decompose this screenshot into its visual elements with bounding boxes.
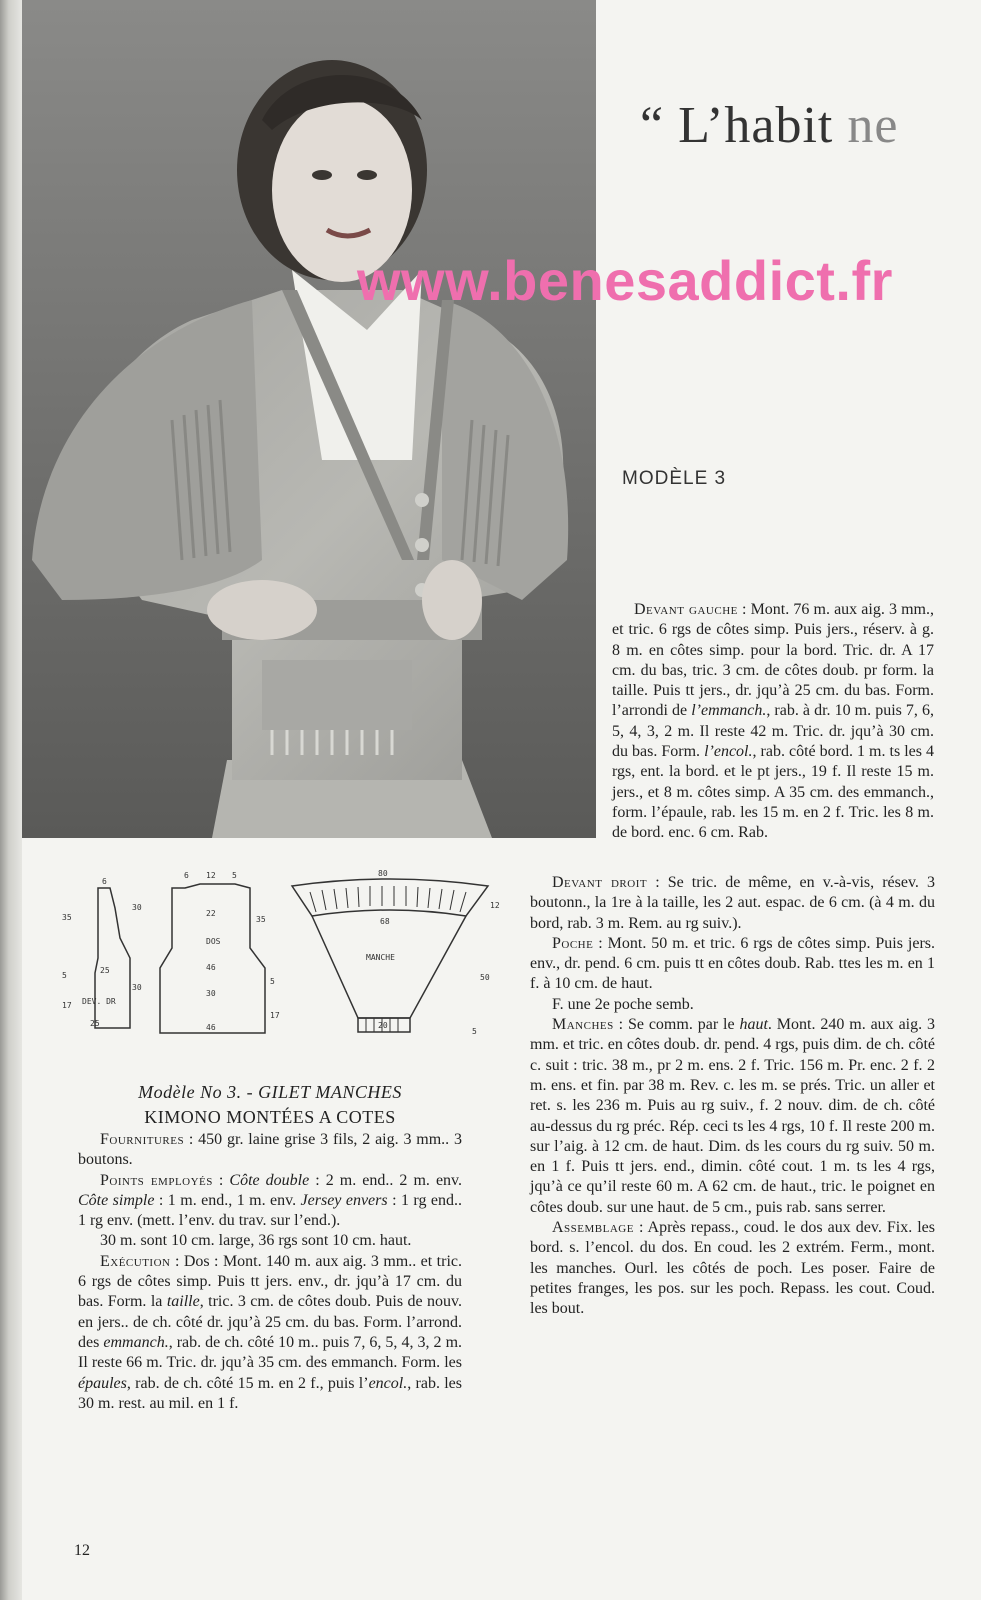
title-main: “ L’habit	[640, 97, 848, 154]
pattern-schematics	[60, 869, 520, 1068]
devant-label: 17	[62, 1001, 72, 1010]
execution-text: : Dos : Mont. 140 m. aux aig. 3 mm.. et tric. 6 rgs de côtes simp. Puis tt jers. env., dr. jqu’à 17 cm. du bas. Form. la	[78, 1252, 462, 1311]
dos-label: 6	[184, 871, 189, 880]
manches-text: : Se comm. par le	[613, 1016, 740, 1034]
devant-droit-text: : Se tric. de même, en v.-à-vis, résev. 3 boutonn., la 1re à la taille, les 2 aut. espac. de 6 cm. (à 4 m. du bord, rab. 3 m. Rem. au rg suiv.).	[530, 874, 936, 932]
devant-label: 25	[90, 1019, 100, 1028]
devant-label: 30	[132, 983, 142, 992]
pattern-diagrams	[60, 869, 520, 1068]
points-text: : 1 m. end., 1 m. env.	[154, 1191, 301, 1209]
devant-gauche-text: , rab. à dr. 10 m. puis 7, 6, 5, 4, 3, 2 m. Il reste 42 m. Tric. dr. jqu’à 30 cm. du bas. Form.	[612, 702, 935, 761]
watermark: www.benesaddict.fr	[357, 249, 893, 312]
model-photo-illustration	[22, 0, 596, 838]
dos-label: 46	[206, 1023, 216, 1032]
caption-line-2: KIMONO MONTÉES A COTES	[144, 1107, 396, 1127]
execution-term: taille	[166, 1293, 200, 1311]
dos-label: 30	[206, 989, 216, 998]
assemblage-text: : Après repass., coud. le dos aux dev. Fix. les bord. s. l’encol. du dos. En coud. les 2 extrém. Ferm., mont. les manches. Ourl. les côtés de poch. Les poser. Faire de petites franges, les pos. sur les poch. Repass. les cout. Coud. les bout.	[530, 1219, 935, 1318]
poche-text: : Mont. 50 m. et tric. 6 rgs de côtes simp. Puis jers. env., dr. pend. 6 cm. puis tt en côtes doub. Rab. ttes les m. en 1 f. à 10 cm. de haut.	[530, 934, 935, 993]
points-text: :	[212, 1171, 230, 1189]
page-number: 12	[74, 1542, 90, 1559]
dos-label: 46	[206, 963, 216, 972]
devant-label: 6	[102, 877, 107, 886]
points-term: Côte double	[229, 1171, 310, 1189]
model-caption	[78, 1080, 462, 1130]
title-fade: ne	[847, 97, 899, 154]
model-photo	[22, 0, 596, 838]
devant-gauche-text: , rab. côté bord. 1 m. ts les 4 rgs, ent. la bord. et le pt jers., 19 f. Il reste 15 m. jers., et 8 m. côtes simp. A 35 cm. des emmanch., form. l’épaule, rab. les 15 m. en 2 f. Tric. les 8 m. de bord. enc. 6 cm. Rab.	[612, 743, 935, 842]
dos-diagram	[160, 884, 265, 1033]
execution-heading: Exécution	[100, 1252, 171, 1270]
devant-label: DEV. DR	[82, 997, 116, 1006]
dos-label: 12	[206, 871, 216, 880]
devant-gauche-heading: Devant gauche	[634, 601, 738, 618]
manche-label: 20	[378, 1021, 388, 1030]
poche-2-paragraph: F. une 2e poche semb.	[552, 995, 694, 1013]
poche-heading: Poche	[552, 934, 594, 952]
execution-text: , tric. 3 cm. de côtes doub. Puis de nouv. en jers.. de ch. côté dr. jqu’à 25 cm. du bas. Form. l’arrond. des	[78, 1293, 463, 1351]
points-term: Côte simple	[78, 1191, 155, 1209]
manche-label: 80	[378, 869, 388, 878]
devant-label: 25	[100, 966, 110, 975]
dos-label: 5	[232, 871, 237, 880]
devant-droit-paragraph	[530, 873, 935, 934]
manche-label: MANCHE	[366, 953, 395, 962]
execution-text: , rab. de ch. côté 15 m. en 2 f., puis l’	[126, 1374, 369, 1392]
devant-diagram	[95, 888, 130, 1028]
manche-label: 68	[380, 917, 390, 926]
execution-text: , rab. les 30 m. rest. au mil. en 1 f.	[78, 1374, 462, 1412]
devant-droit-heading: Devant droit	[552, 874, 648, 891]
execution-text: , rab. de ch. côté 10 m.. puis 7, 6, 5, 4, 3, 2 m. Il reste 66 m. Tric. dr. jqu’à 35 cm. des emmanch. Form. les	[78, 1333, 463, 1372]
dos-label: DOS	[206, 937, 221, 946]
devant-gauche-term: l’emmanch.	[691, 702, 767, 720]
devant-label: 30	[132, 903, 142, 912]
book-gutter	[0, 0, 22, 1600]
dos-label: 22	[206, 909, 216, 918]
manches-term: haut	[739, 1016, 768, 1034]
points-heading: Points employés	[100, 1171, 213, 1189]
manches-text: . Mont. 240 m. aux aig. 3 mm. et tric. en côtes doub. dr. pend. 4 rgs, puis dim. de ch. côté c. suit : tric. 38 m., pr 2 m. ens. 2 f. Tric. 156 m. Pr. enc. 2 f. 2 m. ens. et fin. par 38 m. Rev. c. les m. se prés. Tric. un aller et ret. s. les 236 m. Puis au rg suiv., f. 2 nouv. dim. de ch. côté au-dessus du rg préc. Rép. ceci ts les 4 rgs, 10 f. Il reste 200 m. sur l’aig. à 12 cm. de haut. Dim. ds les cours du rg suiv. 50 m. en 1 f. Puis tt jers. end., dimin. côté cout. 1 m. ts les 4 rgs, jqu’à ce qu’il reste 60 m. A 62 cm. de haut., tric. le poignet en côtes doub. sur une haut. de 5 cm., puis rab. sans serrer.	[530, 1016, 936, 1216]
execution-paragraph	[78, 1252, 462, 1414]
fournitures-paragraph	[78, 1130, 462, 1171]
execution-term: épaules	[78, 1374, 127, 1392]
manche-label: 50	[480, 973, 490, 982]
poche-paragraph	[530, 934, 935, 995]
gauge-paragraph: 30 m. sont 10 cm. large, 36 rgs sont 10 cm. haut.	[100, 1232, 412, 1250]
manches-paragraph	[530, 1015, 935, 1218]
assemblage-heading: Assemblage	[552, 1219, 634, 1237]
points-text: : 1 rg end.. 1 rg env. (mett. l’env. du trav. sur l’end.).	[78, 1191, 463, 1230]
dos-label: 35	[256, 915, 266, 924]
points-term: Jersey envers	[300, 1191, 388, 1209]
manches-heading: Manches	[552, 1016, 614, 1034]
fournitures-heading: Fournitures	[100, 1131, 185, 1148]
points-paragraph	[78, 1171, 462, 1232]
execution-term: encol.	[368, 1374, 408, 1392]
manche-label: 5	[472, 1027, 477, 1036]
model-label: MODÈLE 3	[622, 468, 727, 489]
points-text: : 2 m. end.. 2 m. env.	[309, 1171, 463, 1189]
right-column-top	[612, 600, 934, 844]
assemblage-paragraph	[530, 1218, 935, 1319]
fournitures-text: : 450 gr. laine grise 3 fils, 2 aig. 3 mm.. 3 boutons.	[78, 1131, 462, 1169]
devant-gauche-term: l’encol.	[704, 743, 753, 761]
devant-label: 5	[62, 971, 67, 980]
execution-term: emmanch.	[103, 1333, 169, 1351]
page-title	[640, 96, 898, 155]
dos-label: 17	[270, 1011, 280, 1020]
manche-label: 12	[490, 901, 500, 910]
caption-line-1: Modèle No 3. - GILET MANCHES	[138, 1082, 402, 1102]
devant-gauche-text: : Mont. 76 m. aux aig. 3 mm., et tric. 6 rgs de côtes simp. Puis jers., réserv. à g. 8 m. en côtes simp. pour la bord. Tric. dr. A 17 cm. du bas, tric. 3 cm. de côtes doub. pr form. la taille. Puis tt jers., dr. jqu’à 25 cm. du bas. Form. l’arrondi de	[612, 601, 934, 720]
devant-gauche-paragraph	[612, 600, 934, 844]
devant-label: 35	[62, 913, 72, 922]
dos-label: 5	[270, 977, 275, 986]
right-column-bottom	[530, 873, 935, 1320]
left-column	[78, 1130, 462, 1414]
